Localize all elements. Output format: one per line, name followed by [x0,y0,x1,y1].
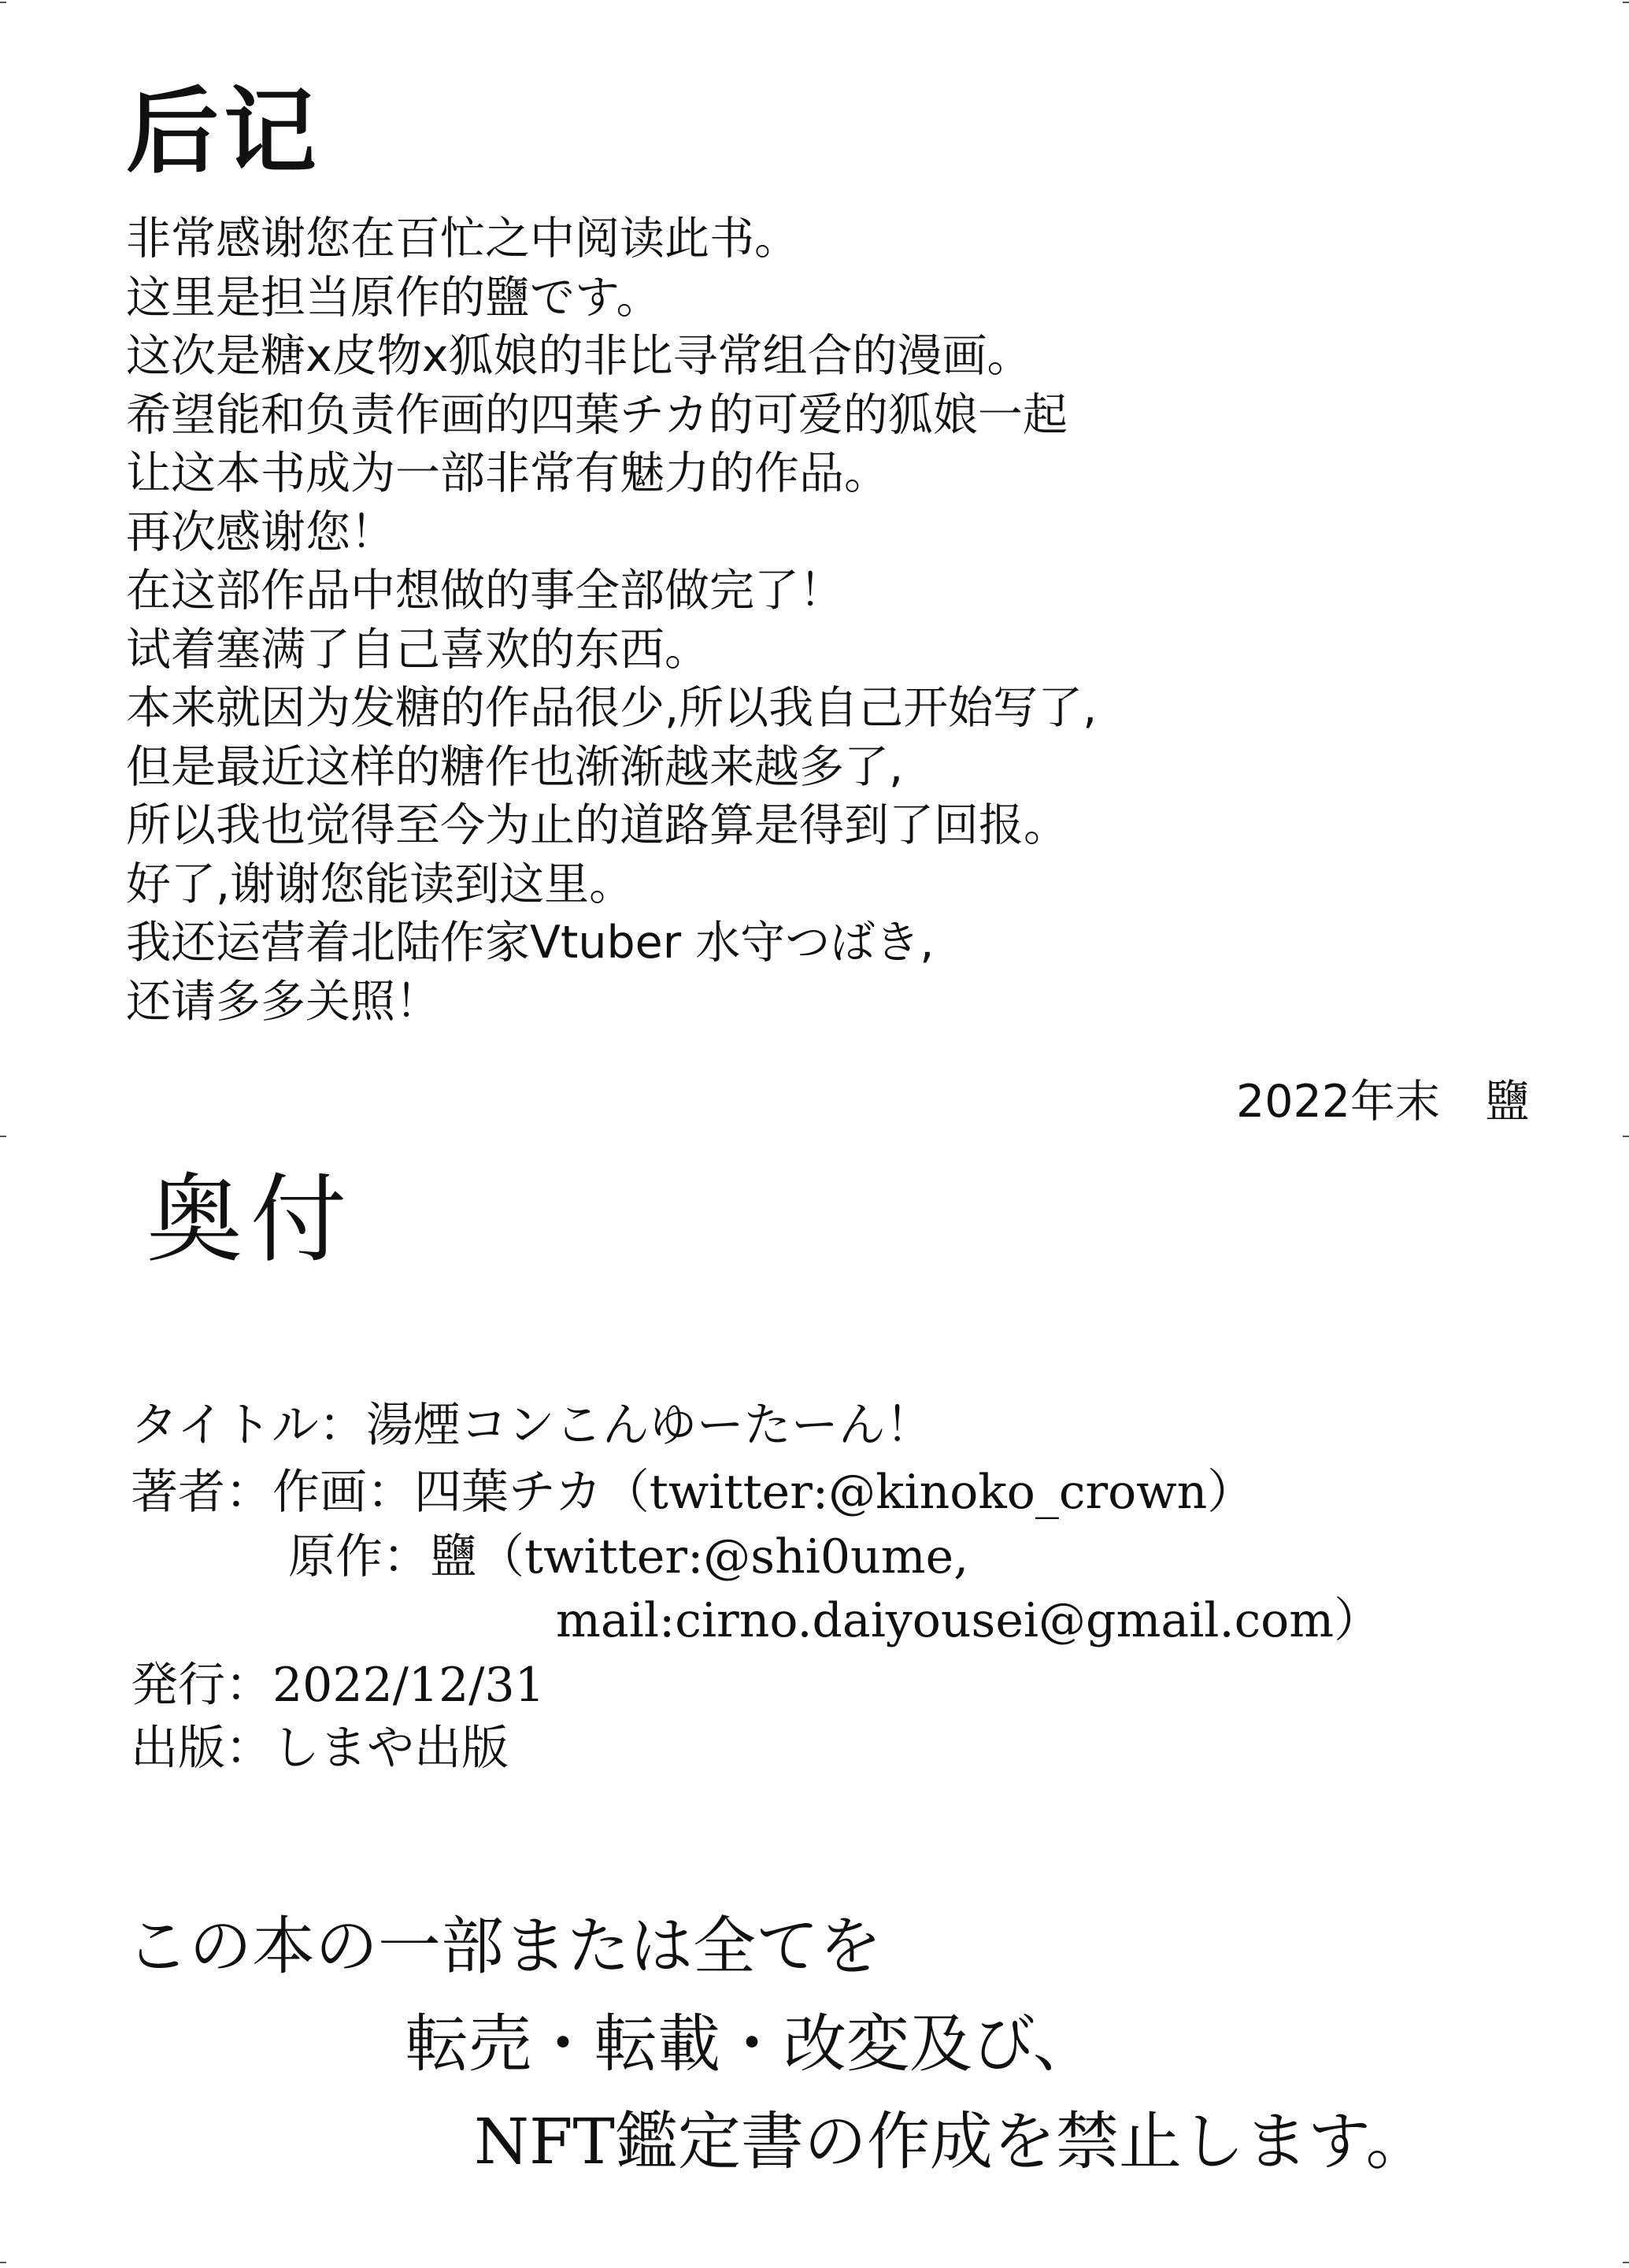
afterword-line: 再次感谢您！ [126,506,395,558]
colophon-value: 作画：四葉チカ（twitter:@kinoko_crown） [272,1465,1255,1520]
colophon-label: タイトル： [131,1398,366,1453]
afterword-line: 但是最近这样的糖作也渐渐越来越多了, [126,740,904,793]
afterword-line: 非常感谢您在百忙之中阅读此书。 [126,213,799,265]
colophon-value: 原作：鹽（twitter:@shi0ume, [288,1529,969,1584]
notice-line: NFT鑑定書の作成を禁止します。 [474,2105,1429,2178]
colophon-label: 出版： [131,1721,272,1776]
afterword-line: 所以我也觉得至今为止的道路算是得到了回报。 [126,799,1068,851]
colophon-label: 著者： [131,1465,272,1520]
colophon-row-title [131,1394,933,1457]
crop-mark [1623,2,1629,3]
afterword-line: 试着塞满了自己喜欢的东西。 [126,623,709,676]
crop-mark [0,1136,6,1137]
colophon-row-author [131,1461,1254,1524]
colophon-label: 発行： [131,1658,272,1713]
colophon-row-publisher [131,1717,509,1780]
colophon-value: mail:cirno.daiyousei@gmail.com） [556,1593,1382,1648]
afterword-line: 我还运营着北陆作家Vtuber 水守つばき, [126,917,935,969]
afterword-line: 本来就因为发糖的作品很少,所以我自己开始写了, [126,682,1098,734]
afterword-signature: 2022年末 鹽 [1235,1076,1530,1128]
colophon-row-mail [556,1589,1381,1652]
afterword-line: 希望能和负责作画的四葉チカ的可爱的狐娘一起 [126,388,1068,441]
afterword-line: 还请多多关照！ [126,975,440,1028]
afterword-line: 这次是糖x皮物x狐娘的非比寻常组合的漫画。 [126,330,1032,382]
colophon-value: 2022/12/31 [272,1658,545,1713]
notice-line: 転売・転載・改変及び、 [405,2007,1096,2081]
afterword-line: 这里是担当原作的鹽です。 [126,271,661,324]
colophon-value: しまや出版 [272,1721,509,1776]
crop-mark [0,2,6,3]
colophon-row-original [288,1525,968,1588]
crop-mark [1623,2262,1629,2263]
afterword-line: 好了,谢谢您能读到这里。 [126,858,635,910]
crop-mark [1623,1136,1629,1137]
colophon-title: 奥付 [146,1164,354,1276]
colophon-value: 湯煙コンこんゆーたーん！ [365,1398,933,1453]
crop-mark [0,2262,6,2263]
colophon-row-published [131,1654,545,1717]
afterword-title: 后记 [126,77,322,186]
notice-line: この本の一部または全てを [126,1910,882,1983]
afterword-body [126,209,1097,1031]
afterword-line: 在这部作品中想做的事全部做完了！ [126,565,844,617]
afterword-line: 让这本书成为一部非常有魅力的作品。 [126,447,889,499]
